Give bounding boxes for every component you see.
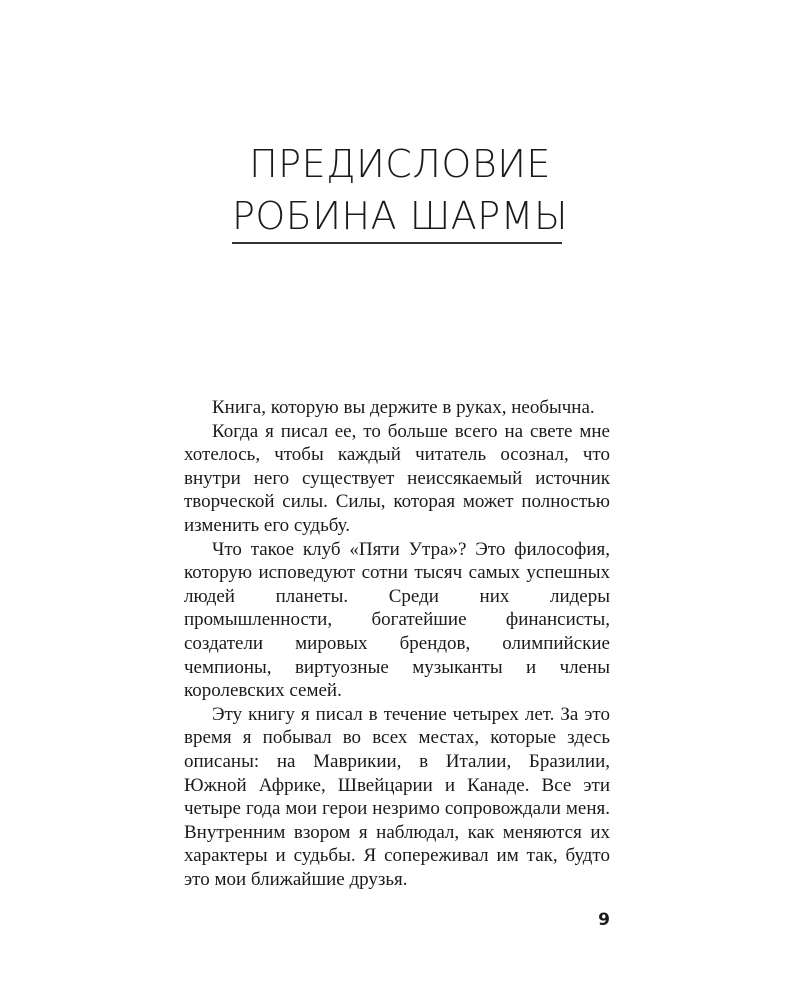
- chapter-title-line-2: РОБИНА ШАРМЫ: [231, 194, 569, 238]
- page-number: 9: [598, 910, 610, 930]
- paragraph: Эту книгу я писал в течение четырех лет. За это время я побывал во всех местах, которые здесь описаны: на Маврикии, в Италии, Бразилии, Южной Африке, Швейцарии и Канаде. Все эти четыре года мои герои незримо сопровождали меня. Внутренним взором я наблюдал, как меняются их характеры и судьбы. Я сопереживал им так, будто это мои ближайшие друзья.: [184, 703, 610, 890]
- title-divider: [232, 242, 562, 244]
- paragraph: Книга, которую вы держите в руках, необычна.: [212, 397, 595, 418]
- chapter-title-line-1: ПРЕДИСЛОВИЕ: [249, 142, 551, 186]
- body-text: [184, 396, 610, 891]
- paragraph: Что такое клуб «Пяти Утра»? Это философия, которую исповедуют сотни тысяч самых успешных людей планеты. Среди них лидеры промышленности, богатейшие финансисты, создатели мировых брендов, олимпийские чемпионы, виртуозные музыканты и члены королевских семей.: [184, 538, 610, 702]
- paragraph: Когда я писал ее, то больше всего на свете мне хотелось, чтобы каждый читатель осознал, что внутри него существует неиссякаемый источник творческой силы. Силы, которая может полностью изменить его судьбу.: [184, 420, 610, 536]
- chapter-title: [150, 138, 650, 242]
